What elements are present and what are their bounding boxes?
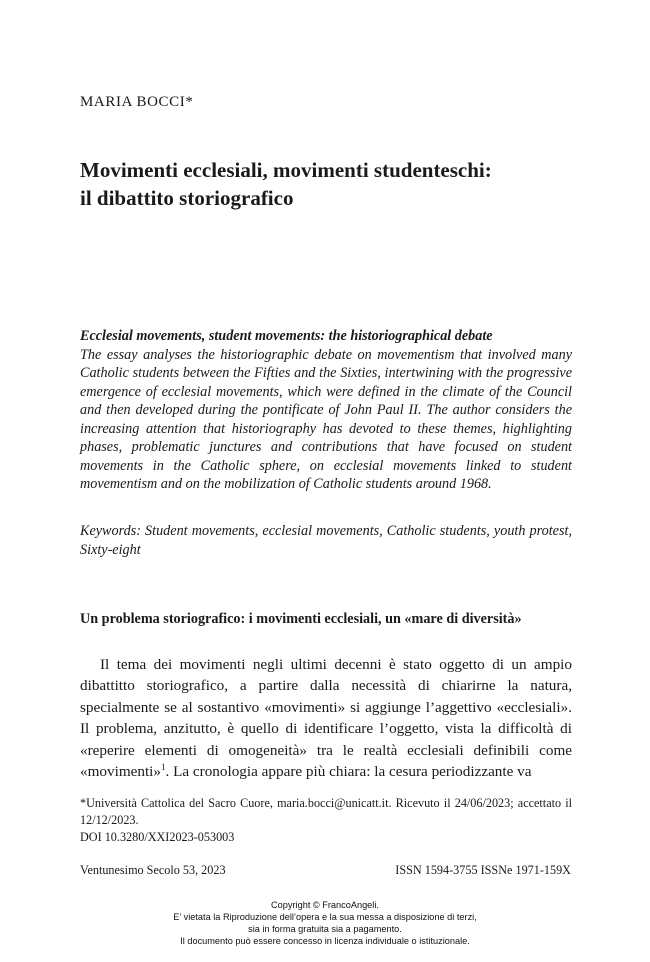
- abstract: [80, 327, 572, 494]
- footnote-affiliation: *Università Cattolica del Sacro Cuore, maria.bocci@unicatt.it. Ricevuto il 24/06/2023; accettato il 12/12/2023.: [80, 796, 572, 827]
- body-paragraph: [80, 654, 572, 782]
- author-name: MARIA BOCCI*: [80, 94, 194, 110]
- issn: ISSN 1594-3755 ISSNe 1971-159X: [395, 863, 571, 877]
- body-text-end: . La cronologia appare più chiara: la cesura periodizzante va: [165, 763, 532, 781]
- copyright-line-3: sia in forma gratuita sia a pagamento.: [248, 924, 402, 934]
- abstract-text: The essay analyses the historiographic debate on movementism that involved many Catholic students between the Fifties and the Sixties, intertwining with the progressive emergence of ecclesial movements, which were defined in the climate of the Council and then developed during the pontificate of John Paul II. The author considers the increasing attention that historiography has devoted to these themes, highlighting phases, problematic junctures and contributions that have focused on student movements in the Catholic sphere, on ecclesial movements linked to student movementism and on the mobilization of Catholic students around 1968.: [80, 346, 572, 492]
- body-text-start: Il tema dei movimenti negli ultimi decenni è stato oggetto di un ampio dibattitto storiografico, a partire dalla necessità di chiarirne la natura, specialmente se al sostantivo «movimenti» si aggiunge l’aggettivo «ecclesiali». Il problema, anzitutto, è quello di identificare l’oggetto, vista la difficoltà di «reperire elementi di omogeneità» tra le realtà ecclesiali definibili come «movimenti»: [80, 656, 572, 781]
- footnote-reference[interactable]: 1: [161, 761, 166, 772]
- footnote: [80, 795, 572, 846]
- article-title: [80, 156, 580, 212]
- title-line-1: Movimenti ecclesiali, movimenti studenteschi:: [80, 158, 492, 182]
- title-line-2: il dibattito storiografico: [80, 186, 294, 210]
- footnote-doi: DOI 10.3280/XXI2023-053003: [80, 830, 235, 844]
- keywords: Keywords: Student movements, ecclesial movements, Catholic students, youth protest, Sixty-eight: [80, 523, 572, 558]
- journal-citation: Ventunesimo Secolo 53, 2023: [80, 863, 226, 877]
- abstract-title: Ecclesial movements, student movements: the historiographical debate: [80, 328, 493, 344]
- copyright-notice: [0, 899, 650, 947]
- copyright-line-2: E’ vietata la Riproduzione dell’opera e la sua messa a disposizione di terzi,: [173, 912, 477, 922]
- copyright-line-1: Copyright © FrancoAngeli.: [271, 900, 379, 910]
- section-title: Un problema storiografico: i movimenti ecclesiali, un «mare di diversità»: [80, 611, 522, 627]
- copyright-line-4: Il documento può essere concesso in licenza individuale o istituzionale.: [180, 936, 470, 946]
